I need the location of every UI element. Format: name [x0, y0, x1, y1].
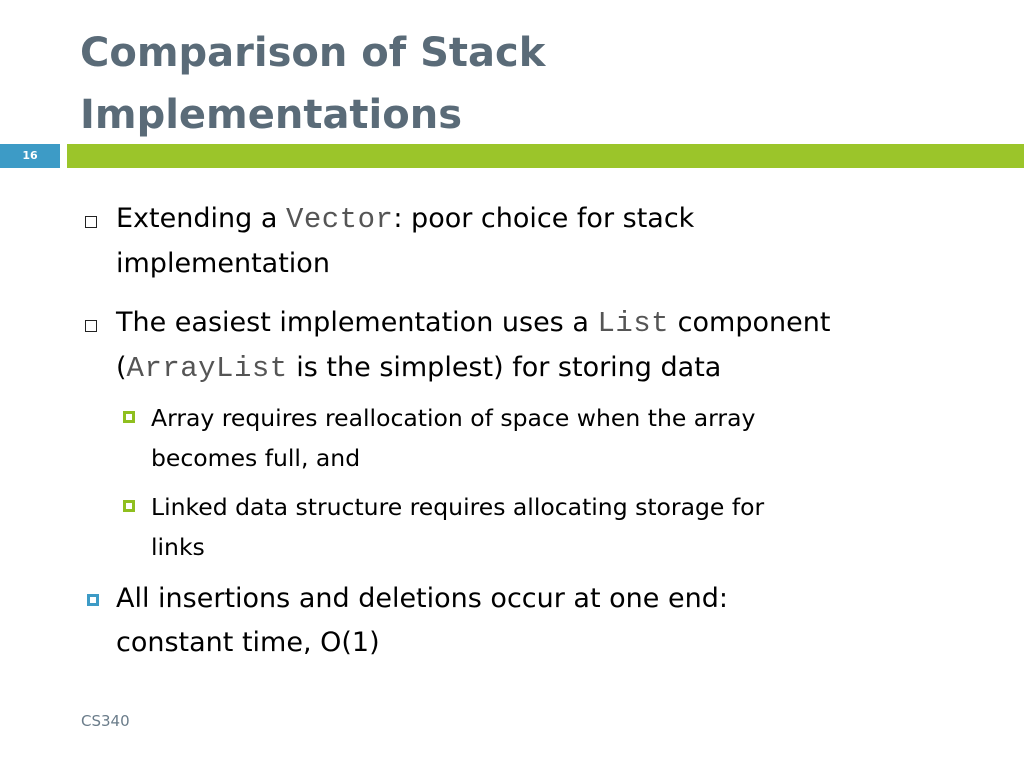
- bullet-text: Extending a: [116, 203, 286, 234]
- filled-square-bullet-icon: [123, 500, 135, 512]
- bullet-text: component: [669, 307, 831, 338]
- slide-title: [80, 22, 980, 146]
- bullet-text: The easiest implementation uses a: [116, 307, 598, 338]
- bullet-text: All insertions and deletions occur at one end:: [116, 583, 728, 614]
- hollow-square-bullet-icon: [85, 216, 97, 228]
- code-arraylist: ArrayList: [126, 352, 288, 385]
- slide-title-line-2: Implementations: [80, 92, 463, 138]
- bullet-text: (: [116, 352, 127, 383]
- bullet-text: implementation: [116, 248, 330, 279]
- filled-square-bullet-icon: [123, 411, 135, 423]
- code-vector: Vector: [285, 203, 394, 236]
- bullet-text: Linked data structure requires allocating storage for: [151, 493, 765, 521]
- hollow-square-bullet-icon: [85, 320, 97, 332]
- bullet-text: Array requires reallocation of space when the array: [151, 404, 756, 432]
- bullet-text: : poor choice for stack: [393, 203, 695, 234]
- code-list: List: [597, 307, 670, 340]
- bullet-text: is the simplest) for storing data: [287, 352, 722, 383]
- bullet-text: becomes full, and: [151, 444, 361, 472]
- slide-number-badge: 16: [0, 144, 60, 168]
- footer-course-code: CS340: [81, 712, 130, 730]
- filled-square-bullet-icon: [87, 594, 99, 606]
- bullet-text: links: [151, 533, 205, 561]
- slide-title-line-1: Comparison of Stack: [80, 30, 546, 76]
- title-accent-bar: [67, 144, 1024, 168]
- bullet-text: constant time, O(1): [116, 627, 380, 658]
